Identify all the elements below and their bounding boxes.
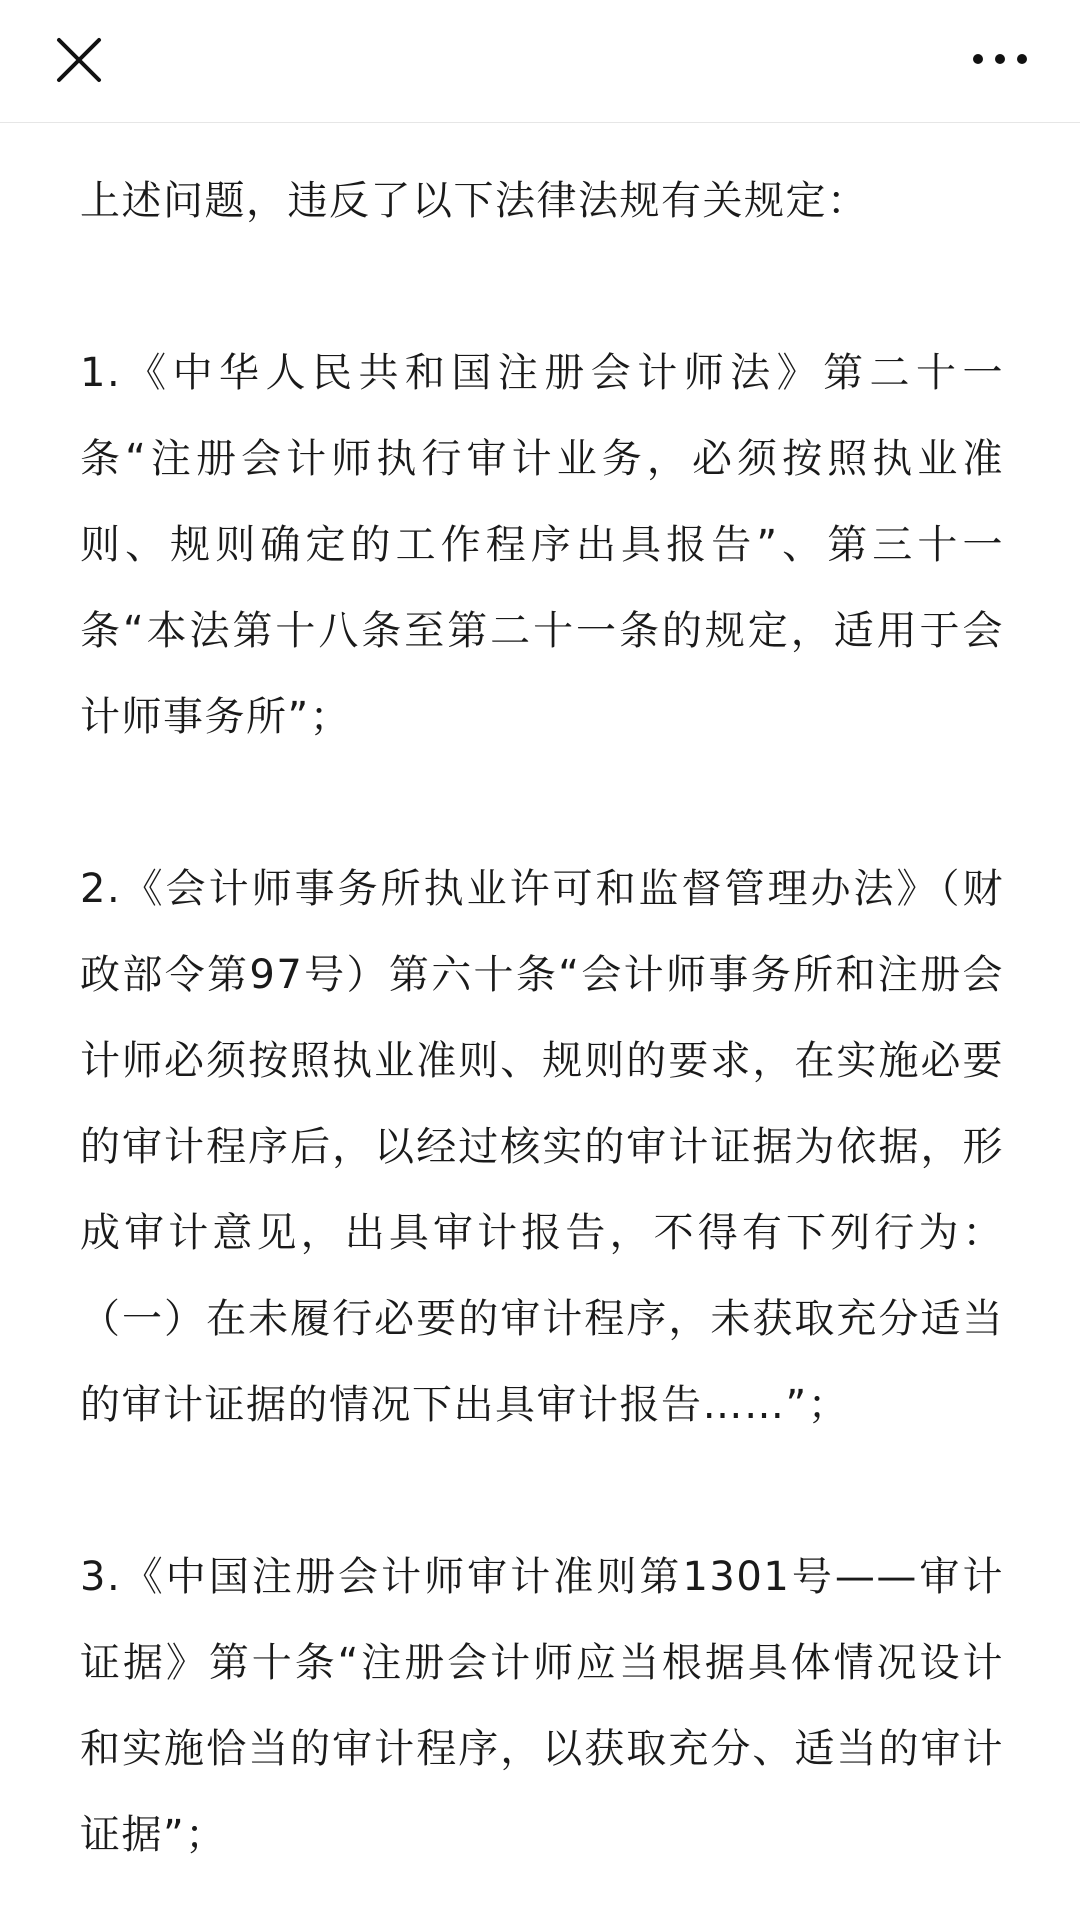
more-options-button[interactable] (960, 34, 1040, 84)
regulation-item-3: 3.《中国注册会计师审计准则第1301号——审计证据》第十条“注册会计师应当根据具体情况设计和实施恰当的审计程序，以获取充分、适当的审计证据”； (80, 1554, 1004, 1858)
more-dots-icon (960, 34, 1040, 84)
intro-paragraph: 上述问题，违反了以下法律法规有关规定： (80, 178, 869, 224)
close-icon (44, 24, 114, 94)
regulation-item-1: 1.《中华人民共和国注册会计师法》第二十一条“注册会计师执行审计业务，必须按照执业准则、规则确定的工作程序出具报告”、第三十一条“本法第十八条至第二十一条的规定，适用于会计师事务所”； (80, 350, 1004, 740)
article-body (80, 122, 1004, 1878)
top-nav-bar (0, 0, 1080, 123)
close-button[interactable] (44, 24, 114, 94)
regulation-item-2: 2.《会计师事务所执业许可和监督管理办法》（财政部令第97号）第六十条“会计师事务所和注册会计师必须按照执业准则、规则的要求，在实施必要的审计程序后，以经过核实的审计证据为依据，形成审计意见，出具审计报告，不得有下列行为：（一）在未履行必要的审计程序，未获取充分适当的审计证据的情况下出具审计报告……”； (80, 866, 1004, 1428)
